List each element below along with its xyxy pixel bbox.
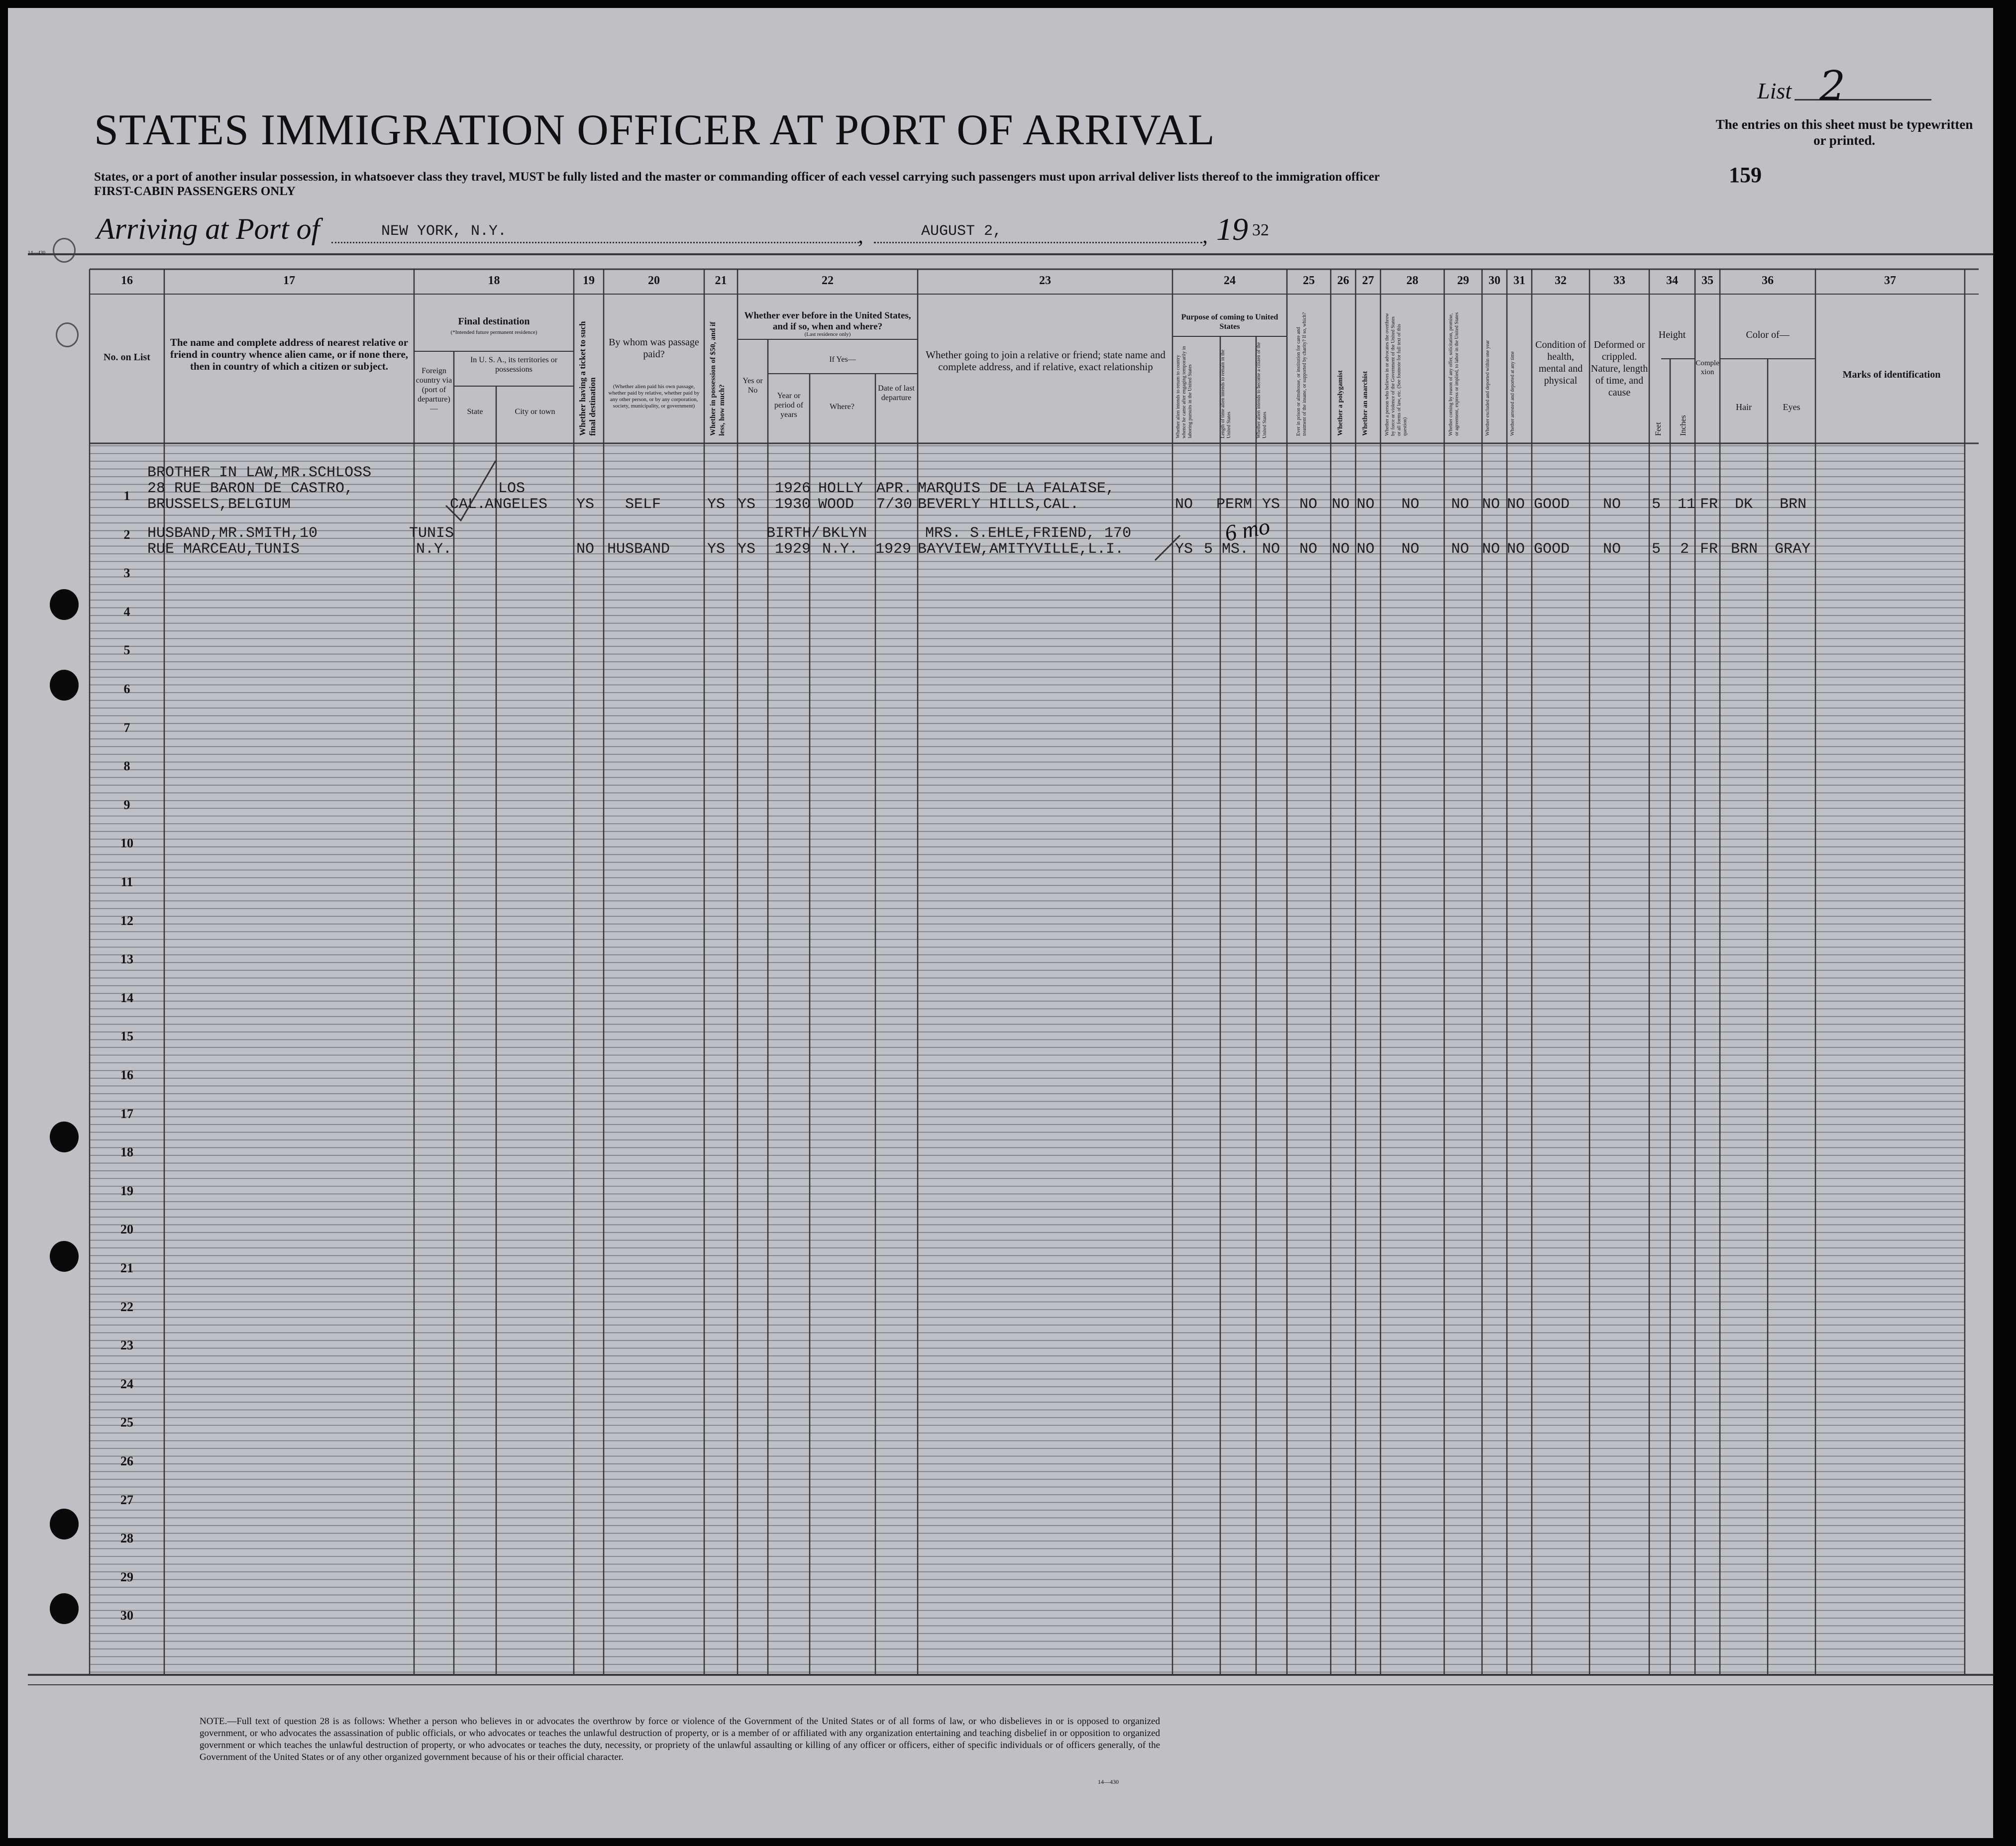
row-number: 6 — [123, 682, 130, 696]
col29-header: Whether coming by reason of any offer, solicitation, promise, or agreement, express or implied, to labor in the United States — [1448, 312, 1460, 436]
form-subtitle: States, or a port of another insular possession, in whatsoever class they travel, MUST be fully listed and the master or commanding officer of each vessel carrying such passengers must upon arrival deliver lists thereof to the immigration officer — [94, 170, 1380, 184]
row2-relative-line2: RUE MARCEAU,TUNIS — [147, 541, 300, 558]
col-number: 27 — [1362, 274, 1374, 287]
col18-header: Final destination — [458, 316, 530, 327]
col-number: 18 — [488, 274, 500, 287]
row1-state: CAL. — [450, 496, 486, 513]
row2-feet: 5 — [1652, 541, 1661, 558]
row-number: 28 — [120, 1531, 133, 1546]
comma-separator: , — [858, 223, 863, 248]
check-mark-icon — [441, 456, 501, 525]
row-number: 18 — [120, 1145, 133, 1160]
col22-where: Where? — [830, 403, 854, 411]
col34-header: Height — [1658, 329, 1686, 340]
row2-citizen: NO — [1262, 541, 1280, 558]
col24-header: Purpose of coming to United States — [1181, 313, 1278, 331]
row-number: 12 — [120, 913, 133, 928]
row1-length-stay: PERM — [1216, 496, 1253, 513]
row2-complexion: FR — [1700, 541, 1718, 558]
row-number: 22 — [120, 1299, 133, 1314]
row-number: 29 — [120, 1569, 133, 1584]
row2-foreign-line2: N.Y. — [416, 541, 452, 558]
row2-foreign-line1: TUNIS — [409, 525, 454, 542]
col18-state: State — [467, 408, 483, 416]
row1-q30: NO — [1482, 496, 1500, 513]
col35-header: Complexion — [1696, 359, 1719, 376]
row2-paid-by: HUSBAND — [607, 541, 670, 558]
row1-inches: 11 — [1678, 496, 1696, 513]
row1-hair: DK — [1735, 496, 1753, 513]
arriving-label: Arriving at Port of — [97, 212, 320, 245]
col21-header: Whether in possession of $50, and if less, how much? — [709, 321, 726, 436]
list-label: List — [1757, 78, 1792, 103]
row1-anarchist: NO — [1357, 496, 1375, 513]
col-number: 24 — [1224, 274, 1236, 287]
col31-header: Whether arrested and deported at any time — [1510, 351, 1515, 436]
col-number: 32 — [1555, 274, 1567, 287]
row-number: 15 — [120, 1029, 133, 1044]
row2-prison: NO — [1299, 541, 1318, 558]
row-number: 4 — [123, 604, 130, 619]
footnote-code: 14—430 — [1098, 1778, 1119, 1785]
row1-city-line1: LOS — [498, 480, 526, 497]
row-number: 10 — [120, 836, 133, 851]
row1-q28: NO — [1401, 496, 1420, 513]
col24-citizen: Whether alien intends to become a citizen of the United States — [1256, 342, 1268, 438]
row-number: 16 — [120, 1068, 133, 1082]
row2-intends-return: YS — [1175, 541, 1193, 558]
col20-header: By whom was passage paid? — [609, 337, 699, 360]
row2-anarchist: NO — [1357, 541, 1375, 558]
col34-feet: Feet — [1654, 422, 1663, 436]
row1-where-line2: WOOD — [818, 496, 854, 513]
row2-inches: 2 — [1680, 541, 1690, 558]
row1-ticket: YS — [576, 496, 595, 513]
col27-header: Whether an anarchist — [1362, 371, 1369, 436]
row2-joining-line2: BAYVIEW,AMITYVILLE,L.I. — [918, 541, 1124, 558]
row1-date-line2: 7/30 — [876, 496, 913, 513]
row1-city-line2: ANGELES — [485, 496, 548, 513]
col36-hair: Hair — [1736, 402, 1752, 412]
row-number: 7 — [123, 720, 130, 735]
form-code: 14—430 — [28, 250, 45, 256]
row1-relative-line3: BRUSSELS,BELGIUM — [147, 496, 291, 513]
row2-ticket: NO — [576, 541, 595, 558]
col-number: 35 — [1701, 274, 1713, 287]
row2-polygamist: NO — [1332, 541, 1350, 558]
row1-date-line1: APR. — [876, 480, 913, 497]
row2-eyes: GRAY — [1775, 541, 1811, 558]
row1-period-line1: 1926 — [775, 480, 811, 497]
col18-foreign: Foreign country via (port of departure)— — [416, 367, 452, 413]
col18-us: In U. S. A., its territories or possessions — [470, 356, 558, 374]
row1-prison: NO — [1299, 496, 1318, 513]
row1-joining-line1: MARQUIS DE LA FALAISE, — [918, 480, 1115, 497]
check-mark-icon — [1153, 533, 1182, 563]
col19-header: Whether having a ticket to such final destination — [578, 321, 597, 436]
col18-city: City or town — [515, 408, 555, 416]
row-number: 19 — [120, 1183, 133, 1198]
row2-hair: BRN — [1731, 541, 1758, 558]
col-number: 17 — [283, 274, 295, 287]
col-number: 20 — [648, 274, 660, 287]
row1-intends-return: NO — [1175, 496, 1193, 513]
row1-ever-before: YS — [738, 496, 756, 513]
row2-where-line1: BKLYN — [822, 525, 867, 542]
cabin-class: FIRST-CABIN PASSENGERS ONLY — [94, 185, 296, 198]
row1-period-line2: 1930 — [775, 496, 811, 513]
col-number: 33 — [1613, 274, 1625, 287]
row2-q29: NO — [1451, 541, 1470, 558]
col-number: 36 — [1762, 274, 1774, 287]
col-number: 19 — [583, 274, 595, 287]
col26-header: Whether a polygamist — [1337, 370, 1344, 436]
row-number: 27 — [120, 1492, 133, 1507]
row-number: 11 — [120, 875, 133, 889]
form-title: STATES IMMIGRATION OFFICER AT PORT OF ARRIVAL — [94, 106, 1215, 154]
row1-deformed: NO — [1603, 496, 1621, 513]
row-number: 13 — [120, 952, 133, 967]
row1-q31: NO — [1507, 496, 1525, 513]
year-prefix: 19 — [1216, 211, 1248, 247]
row-number: 30 — [120, 1608, 133, 1623]
row1-relative-line2: 28 RUE BARON DE CASTRO, — [147, 480, 354, 497]
col23-header: Whether going to join a relative or friend; state name and complete address, and if relative, exact relationship — [926, 349, 1166, 373]
col18-note: (*Intended future permanent residence) — [450, 329, 537, 335]
row2-q28: NO — [1401, 541, 1420, 558]
row-number: 3 — [123, 566, 130, 581]
row1-polygamist: NO — [1332, 496, 1350, 513]
col16-header: No. on List — [104, 352, 150, 363]
row2-health: GOOD — [1534, 541, 1570, 558]
row-number: 26 — [120, 1454, 133, 1468]
col24-length: Length of time alien intends to remain in the United States — [1220, 349, 1232, 438]
year-suffix: 32 — [1252, 221, 1269, 239]
col33-header: Deformed or crippled. Nature, length of time, and cause — [1591, 339, 1648, 398]
row-number: 14 — [120, 990, 133, 1005]
row-number: 1 — [123, 489, 130, 503]
row2-joining-line1: MRS. S.EHLE,FRIEND, 170 — [925, 525, 1132, 542]
col22-header: Whether ever before in the United States, and if so, when and where? — [744, 310, 911, 332]
row2-period-line2: 1929 — [775, 541, 811, 558]
col-number: 37 — [1884, 274, 1896, 287]
col20-note: (Whether alien paid his own passage, whether paid by relative, whether paid by any other person, or by any corporation, society, municipality, or government) — [608, 384, 700, 409]
date-value: AUGUST 2, — [921, 223, 1002, 240]
row-number: 25 — [120, 1415, 133, 1430]
col37-header: Marks of identification — [1842, 369, 1941, 380]
row2-relative-line1: HUSBAND,MR.SMITH,10 — [147, 525, 318, 542]
col22-period: Year or period of years — [774, 392, 804, 419]
footnote-text: NOTE.—Full text of question 28 is as follows: Whether a person who believes in or advocates the overthrow by force or violence of the Government of the United States or of all forms of law, or who disbelieves in or is opposed to organized government, or who advocates the assassination of public officials, or who advocates or teaches the unlawful destruction of property, or is a member of or affiliated with any organization entertaining and teaching disbelief in or opposition to organized government or which teaches the unlawful destruction of property, or who advocates or teaches the duty, necessity, or propriety of the unlawful assaulting or killing of any officer or officers, either of specific individuals or of officers generally, of the Government of the United States or of any other organized government because of his or their official character. — [200, 1716, 1160, 1762]
col-number: 23 — [1039, 274, 1051, 287]
row-number: 23 — [120, 1338, 133, 1353]
row-number: 8 — [123, 759, 130, 774]
col-number: 25 — [1303, 274, 1315, 287]
col17-header: The name and complete address of nearest relative or friend in country whence alien came, or if none there, then in country of which a citizen or subject. — [170, 336, 409, 372]
col22-note: (Last residence only) — [804, 331, 851, 337]
row1-citizen: YS — [1262, 496, 1280, 513]
col36-eyes: Eyes — [1783, 402, 1801, 412]
row-number: 20 — [120, 1222, 133, 1237]
col22-date: Date of last departure — [878, 384, 915, 402]
list-number: 2 — [1819, 63, 1846, 110]
manifest-sheet — [8, 8, 1993, 1838]
row-number: 5 — [123, 643, 130, 658]
row1-paid-by: SELF — [625, 496, 661, 513]
row1-joining-line2: BEVERLY HILLS,CAL. — [918, 496, 1079, 513]
row2-period-line1: BIRTH/ — [766, 525, 821, 542]
row1-health: GOOD — [1534, 496, 1570, 513]
col-number: 22 — [822, 274, 834, 287]
col32-header: Condition of health, mental and physical — [1535, 339, 1586, 386]
row2-date-line2: 1929 — [875, 541, 912, 558]
col30-header: Whether excluded and deported within one year — [1485, 340, 1490, 436]
col22-yesno: Yes or No — [743, 377, 763, 395]
col-number: 34 — [1666, 274, 1678, 287]
col-number: 28 — [1406, 274, 1418, 287]
row2-q30: NO — [1482, 541, 1500, 558]
col-number: 30 — [1488, 274, 1500, 287]
row2-deformed: NO — [1603, 541, 1621, 558]
row2-ever-before: YS — [738, 541, 756, 558]
row-number: 2 — [123, 527, 130, 542]
row2-fifty: YS — [707, 541, 726, 558]
row2-where-line2: N.Y. — [822, 541, 858, 558]
comma-separator-2: , — [1202, 223, 1208, 248]
col24-return: Whether alien intends to return to country whence he came after engaging temporarily in laboring pursuits in the United States — [1175, 346, 1193, 438]
row1-fifty: YS — [707, 496, 726, 513]
port-value: NEW YORK, N.Y. — [381, 223, 507, 240]
col-number: 29 — [1457, 274, 1469, 287]
col-number: 26 — [1337, 274, 1349, 287]
col22-ifyes: If Yes— — [829, 355, 856, 364]
row1-feet: 5 — [1652, 496, 1661, 513]
col25-header: Ever in prison or almshouse, or institution for care and treatment of the insane, or supported by charity? If so, which? — [1296, 312, 1307, 436]
sheet-number: 159 — [1729, 163, 1762, 187]
entries-note: The entries on this sheet must be typewritten or printed. — [1715, 117, 1973, 148]
row2-length-stay: 5 MS. — [1204, 541, 1249, 558]
col28-header: Whether a person who believes in or advocates the overthrow by force or violence of the Government of the United States or all forms of law, etc. (See footnote for full text of this question) — [1384, 313, 1408, 436]
row1-where-line1: HOLLY — [818, 480, 863, 497]
row1-relative-line1: BROTHER IN LAW,MR.SCHLOSS — [147, 464, 372, 481]
row2-length-handwritten: 6 mo — [1223, 513, 1272, 546]
row-number: 17 — [120, 1106, 133, 1121]
col-number: 31 — [1513, 274, 1525, 287]
row1-eyes: BRN — [1780, 496, 1807, 513]
row1-complexion: FR — [1700, 496, 1718, 513]
col-number: 21 — [715, 274, 727, 287]
row-number: 21 — [120, 1261, 133, 1275]
col34-inches: Inches — [1679, 415, 1688, 436]
row-number: 24 — [120, 1376, 133, 1391]
row1-q29: NO — [1451, 496, 1470, 513]
col36-header: Color of— — [1746, 329, 1790, 340]
row2-q31: NO — [1507, 541, 1525, 558]
row-number: 9 — [123, 797, 130, 812]
col-number: 16 — [121, 274, 133, 287]
